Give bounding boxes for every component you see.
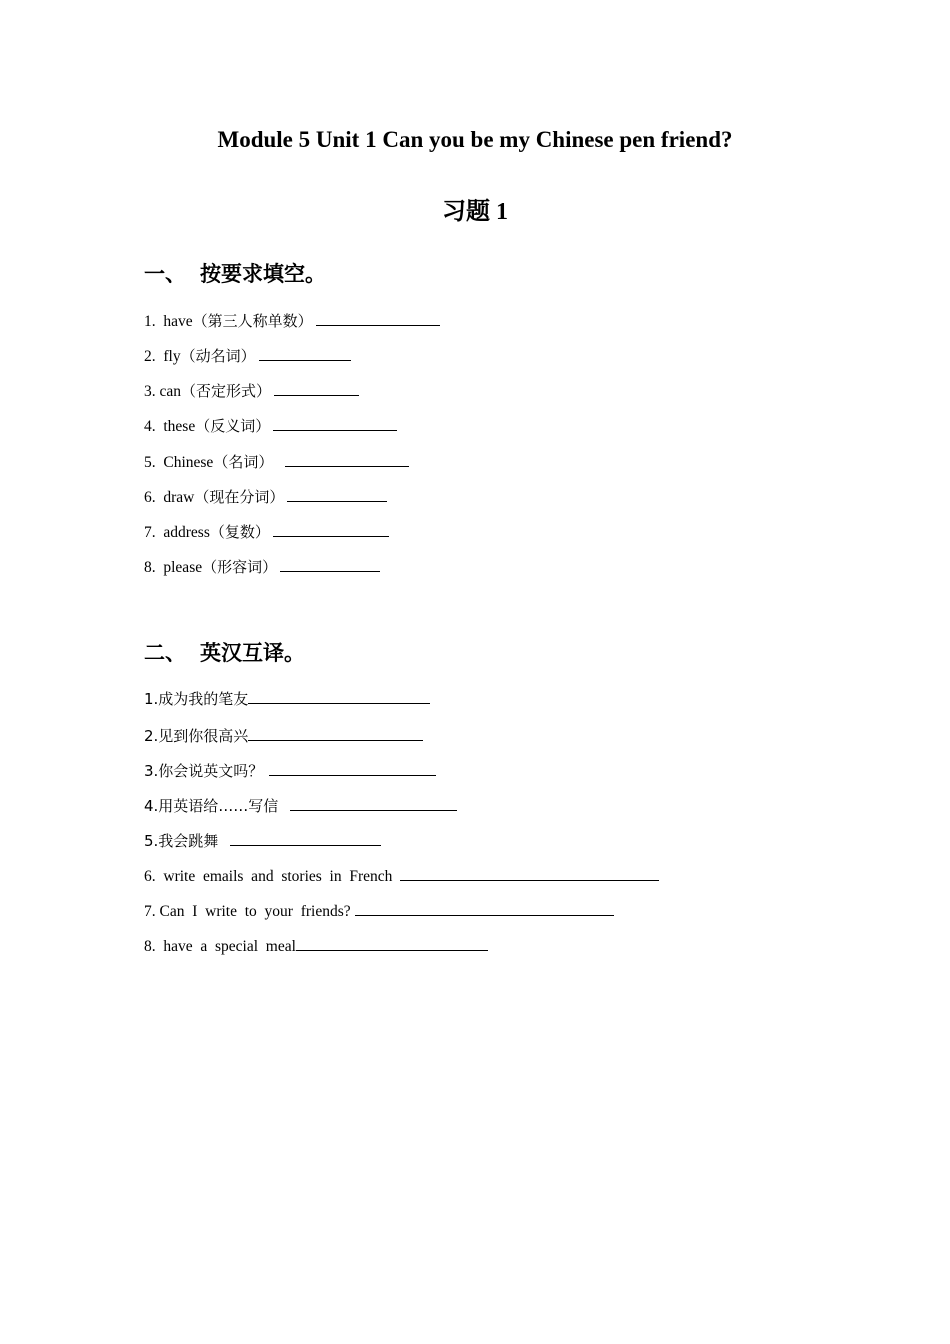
item-text: 5.我会跳舞 — [144, 832, 219, 850]
fill-item — [144, 381, 359, 402]
item-text: 1.成为我的笔友 — [144, 690, 249, 708]
item-number: 6. — [144, 489, 156, 506]
item-word: draw — [163, 489, 195, 506]
page-title: Module 5 Unit 1 Can you be my Chinese pen friend? — [217, 127, 733, 152]
answer-blank[interactable] — [400, 866, 659, 881]
item-text: 4.用英语给……写信 — [144, 797, 279, 815]
item-hint: （形容词） — [202, 558, 278, 576]
item-word: can — [159, 383, 182, 400]
section-title: 按要求填空。 — [200, 262, 326, 286]
fill-item — [144, 557, 380, 578]
item-text: 8. have a special meal — [144, 938, 296, 955]
answer-blank[interactable] — [316, 311, 440, 326]
answer-blank[interactable] — [248, 689, 430, 704]
section-number: 一、 — [144, 262, 186, 286]
item-number: 3. — [144, 383, 156, 400]
answer-blank[interactable] — [280, 557, 380, 572]
translate-item — [144, 796, 457, 817]
fill-item — [144, 487, 387, 508]
fill-item — [144, 346, 351, 367]
answer-blank[interactable] — [269, 761, 436, 776]
answer-blank[interactable] — [259, 346, 351, 361]
item-word: address — [163, 524, 210, 541]
item-word: Chinese — [163, 454, 214, 471]
item-word: have — [163, 313, 193, 330]
fill-item — [144, 522, 389, 543]
item-hint: （动名词） — [180, 347, 256, 365]
item-hint: （第三人称单数） — [192, 312, 313, 330]
answer-blank[interactable] — [230, 831, 381, 846]
fill-item — [144, 452, 409, 473]
item-number: 4. — [144, 418, 156, 435]
translate-item — [144, 689, 430, 710]
section-title: 英汉互译。 — [200, 641, 305, 665]
answer-blank[interactable] — [290, 796, 457, 811]
item-word: fly — [163, 348, 181, 365]
item-number: 2. — [144, 348, 156, 365]
section-heading-2 — [144, 637, 305, 667]
page-subtitle: 习题 1 — [442, 199, 508, 225]
item-number: 8. — [144, 559, 156, 576]
item-hint: （反义词） — [195, 417, 271, 435]
item-hint: （现在分词） — [194, 488, 285, 506]
answer-blank[interactable] — [273, 416, 397, 431]
answer-blank[interactable] — [274, 381, 359, 396]
item-hint: （复数） — [209, 523, 270, 541]
answer-blank[interactable] — [287, 487, 387, 502]
item-number: 1. — [144, 313, 156, 330]
item-number: 5. — [144, 454, 156, 471]
answer-blank[interactable] — [248, 726, 423, 741]
item-hint: （否定形式） — [181, 382, 272, 400]
fill-item — [144, 311, 440, 332]
section-heading-1 — [144, 258, 326, 288]
translate-item — [144, 936, 488, 957]
item-text: 3.你会说英文吗？ — [144, 762, 264, 780]
translate-item — [144, 761, 436, 782]
answer-blank[interactable] — [285, 452, 409, 467]
section-number: 二、 — [144, 641, 186, 665]
translate-item — [144, 831, 381, 852]
answer-blank[interactable] — [273, 522, 389, 537]
answer-blank[interactable] — [355, 901, 614, 916]
item-number: 7. — [144, 524, 156, 541]
translate-item — [144, 866, 659, 887]
item-hint: （名词） — [213, 453, 274, 471]
item-word: please — [163, 559, 203, 576]
item-word: these — [163, 418, 196, 435]
translate-item — [144, 726, 423, 747]
item-text: 6. write emails and stories in French — [144, 868, 393, 885]
translate-item — [144, 901, 614, 922]
item-text: 7. Can I write to your friends? — [144, 903, 351, 920]
item-text: 2.见到你很高兴 — [144, 727, 249, 745]
answer-blank[interactable] — [296, 936, 488, 951]
fill-item — [144, 416, 397, 437]
